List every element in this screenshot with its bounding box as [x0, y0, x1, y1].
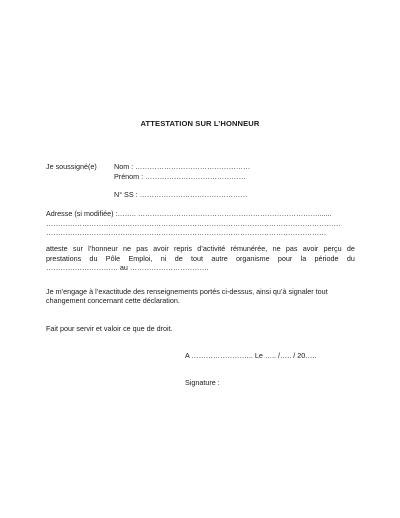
attestation-line-1-word: repris — [174, 244, 193, 253]
attestation-line-1-word: pas — [136, 244, 148, 253]
attestation-line-1-word: avoir — [153, 244, 169, 253]
adresse-line-2: …………………………………………………………………………………………………………… — [46, 219, 341, 228]
attestation-line-1 — [46, 244, 355, 254]
attestation-line-2-word: du — [89, 253, 98, 263]
attestation-line-2-word: pour — [277, 253, 293, 263]
attestation-line-2-word: de — [174, 253, 183, 263]
attestation-line-2-word: Pôle — [105, 253, 121, 263]
nom-field-line: Nom : ………………………………………… — [114, 162, 251, 171]
attestation-line-2-word: ni — [160, 253, 167, 263]
attestation-line-2-word: autre — [211, 253, 228, 263]
attestation-line-1-word: de — [346, 244, 355, 253]
soussigne-label: Je soussigné(e) — [46, 162, 97, 171]
attestation-line-2-word: période — [314, 253, 339, 263]
nss-field-line: N° SS : ……………………………………… — [114, 190, 248, 199]
attestation-line-1-word: sur — [72, 244, 83, 253]
prenom-field-line: Prénom : …………………………………… — [114, 172, 246, 181]
attestation-line-1-word: atteste — [46, 244, 68, 253]
lieu-date-line: A …………………….. Le ….. /….. / 20….. — [185, 351, 317, 360]
attestation-line-2-word: du — [346, 253, 355, 263]
attestation-line-1-word: d’activité — [197, 244, 226, 253]
fait-pour-valoir-line: Fait pour servir et valoir ce que de droit. — [46, 324, 173, 333]
attestation-line-1-word: perçu — [323, 244, 342, 253]
attestation-line-2-word: tout — [191, 253, 204, 263]
attestation-line-2-word: la — [300, 253, 307, 263]
attestation-line-2-word: organisme — [236, 253, 270, 263]
adresse-line-3: ……………………………………………………………………………………………………… — [46, 228, 327, 237]
attestation-line-2-word: prestations — [46, 253, 82, 263]
document-title: ATTESTATION SUR L’HONNEUR — [140, 119, 260, 128]
attestation-line-1-word: ne — [123, 244, 131, 253]
attestation-line-2-word: Emploi, — [128, 253, 153, 263]
engagement-line-2: changement concernant cette déclaration. — [46, 296, 180, 305]
attestation-line-1-word: avoir — [302, 244, 319, 253]
attestation-line-2 — [46, 254, 355, 264]
attestation-line-1-word: l’honneur — [88, 244, 118, 253]
attestation-paragraph — [46, 244, 355, 273]
attestation-line-1-word: rémunérée, — [230, 244, 268, 253]
engagement-line-1: Je m’engage à l’exactitude des renseignements portés ci-dessus, ainsi qu’à signaler tout — [46, 287, 328, 296]
adresse-line-1: Adresse (si modifiée) :…….. …………………………………………………………………....... — [46, 209, 332, 218]
attestation-line-3: ………………………… au …………………………… — [46, 263, 209, 273]
signature-label: Signature : — [185, 378, 220, 387]
attestation-line-1-word: ne — [272, 244, 281, 253]
attestation-line-1-word: pas — [285, 244, 298, 253]
